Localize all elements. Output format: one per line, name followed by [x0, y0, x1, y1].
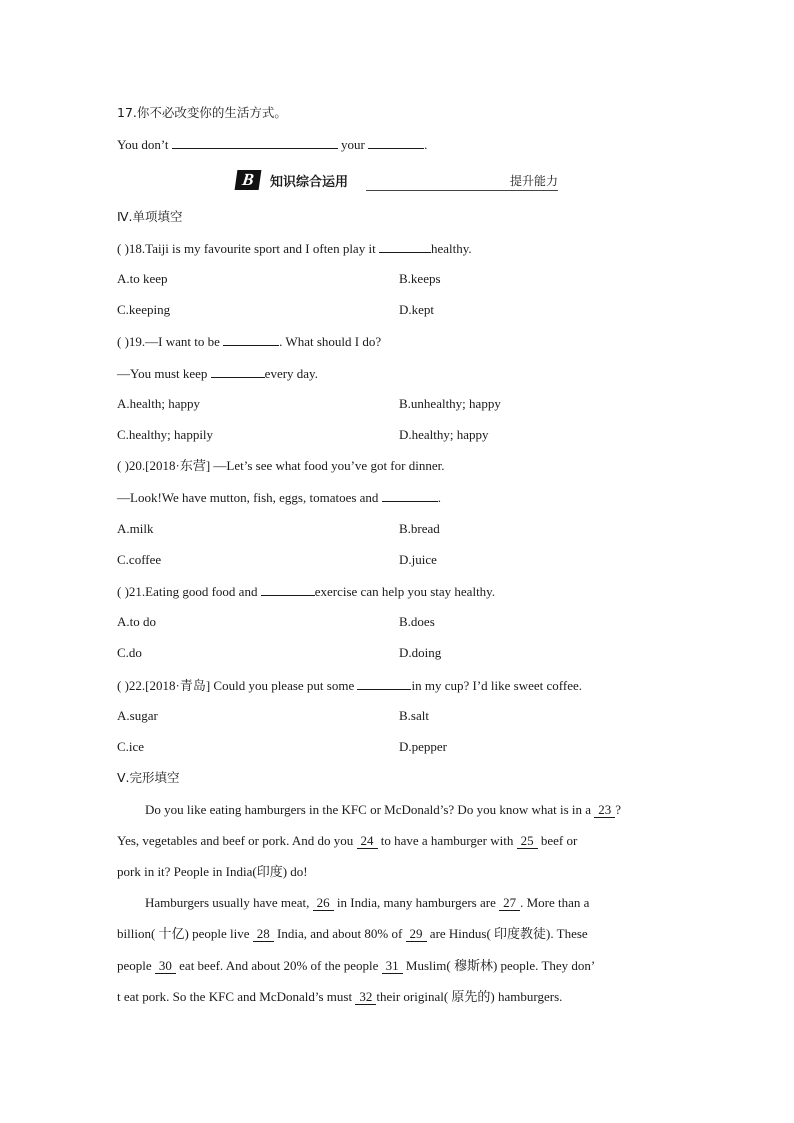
cloze-blank-24[interactable]: 24 [357, 834, 378, 849]
section-4-heading: Ⅳ.单项填空 [117, 209, 183, 224]
q20-stem [117, 458, 444, 474]
cloze-text: ? [615, 802, 622, 817]
q20-blank[interactable] [382, 489, 438, 502]
q21-text: 21.Eating good food and [128, 584, 258, 599]
q20-line2-pre: —Look!We have mutton, fish, eggs, tomatoes and [117, 490, 379, 505]
q21-option-d[interactable]: D.doing [399, 645, 442, 660]
section-5-heading: Ⅴ.完形填空 [117, 770, 180, 785]
q21-answer-paren[interactable]: ( ) [117, 584, 129, 599]
q21-option-b[interactable]: B.does [399, 614, 435, 629]
q18-blank[interactable] [379, 240, 431, 253]
cloze-blank-25[interactable]: 25 [517, 834, 538, 849]
q22-text: 22.[2018·青岛] Could you please put some [128, 678, 355, 693]
cloze-blank-27[interactable]: 27 [499, 896, 520, 911]
q19-text: 19.—I want to be [128, 334, 220, 349]
section-b-rule [366, 190, 558, 191]
q17-blank-1[interactable] [172, 136, 338, 149]
q17-stem: 17.你不必改变你的生活方式。 [117, 105, 287, 120]
cloze-blank-26[interactable]: 26 [313, 896, 334, 911]
q18-option-d[interactable]: D.kept [399, 302, 435, 317]
cloze-blank-30[interactable]: 30 [155, 959, 176, 974]
cloze-blank-23[interactable]: 23 [594, 803, 615, 818]
q21-stem [117, 583, 495, 600]
cloze-blank-29[interactable]: 29 [406, 927, 427, 942]
q18-option-b[interactable]: B.keeps [399, 271, 441, 286]
q18-tail: healthy. [430, 241, 472, 256]
q21-option-c[interactable]: C.do [117, 645, 142, 660]
q19-stem [117, 333, 381, 350]
q22-option-d[interactable]: D.pepper [399, 739, 448, 754]
q17-prefix: You don’t [117, 137, 169, 152]
cloze-text: their original( 原先的) hamburgers. [376, 989, 563, 1004]
q20-option-b[interactable]: B.bread [399, 521, 440, 536]
q19-option-a[interactable]: A.health; happy [117, 396, 201, 411]
q22-option-c[interactable]: C.ice [117, 739, 145, 754]
q19-blank-2[interactable] [211, 365, 265, 378]
q19-line2 [117, 365, 318, 382]
cloze-text: billion( 十亿) people live [117, 926, 250, 941]
q18-option-c[interactable]: C.keeping [117, 302, 171, 317]
section-b-subtitle: 提升能力 [509, 174, 558, 188]
q17-blank-2[interactable] [368, 136, 424, 149]
cloze-text: to have a hamburger with [380, 833, 514, 848]
q20-option-d[interactable]: D.juice [399, 552, 437, 567]
section-b-title: 知识综合运用 [270, 175, 349, 190]
q22-option-b[interactable]: B.salt [399, 708, 429, 723]
cloze-text: in India, many hamburgers are [336, 895, 496, 910]
cloze-p2-line1 [145, 895, 589, 911]
q20-line2 [117, 489, 441, 506]
q19-line2-pre: —You must keep [117, 366, 208, 381]
cloze-text: India, and about 80% of [277, 926, 403, 941]
cloze-p2-line4 [117, 989, 562, 1005]
cloze-text: Muslim( 穆斯林) people. They don’ [405, 958, 596, 973]
q22-blank[interactable] [357, 677, 411, 690]
cloze-blank-31[interactable]: 31 [382, 959, 403, 974]
q18-answer-paren[interactable]: ( ) [117, 241, 129, 256]
q21-tail: exercise can help you stay healthy. [314, 584, 496, 599]
q22-stem [117, 677, 582, 694]
q18-option-a[interactable]: A.to keep [117, 271, 168, 286]
cloze-text: are Hindus( 印度教徒). These [429, 926, 588, 941]
cloze-p1-line3: pork in it? People in India(印度) do! [117, 864, 308, 879]
q19-option-d[interactable]: D.healthy; happy [399, 427, 489, 442]
q17-english-line: You don’t your . [117, 137, 428, 152]
q20-option-c[interactable]: C.coffee [117, 552, 162, 567]
section-b-banner [236, 168, 558, 192]
q18-text: 18.Taiji is my favourite sport and I often play it [128, 241, 376, 256]
cloze-p2-line3 [117, 958, 595, 974]
q20-answer-paren[interactable]: ( ) [117, 458, 129, 473]
q19-option-c[interactable]: C.healthy; happily [117, 427, 214, 442]
cloze-text: . More than a [520, 895, 590, 910]
cloze-text: people [117, 958, 152, 973]
cloze-text: Hamburgers usually have meat, [145, 895, 310, 910]
q22-answer-paren[interactable]: ( ) [117, 678, 129, 693]
q19-blank-1[interactable] [223, 333, 279, 346]
cloze-p1-line1 [145, 802, 621, 818]
cloze-text: Do you like eating hamburgers in the KFC or McDonald’s? Do you know what is in a [145, 802, 592, 817]
q19-option-b[interactable]: B.unhealthy; happy [399, 396, 501, 411]
q21-blank[interactable] [261, 583, 315, 596]
q19-answer-paren[interactable]: ( ) [117, 334, 129, 349]
q19-tail: . What should I do? [279, 334, 382, 349]
section-b-badge [235, 170, 262, 190]
q20-line2-tail: . [437, 490, 441, 505]
q22-option-a[interactable]: A.sugar [117, 708, 158, 723]
section-b-badge-letter: B [241, 170, 256, 189]
cloze-text: eat beef. And about 20% of the people [179, 958, 379, 973]
q20-text: 20.[2018·东营] —Let’s see what food you’ve got for dinner. [128, 458, 445, 473]
cloze-blank-28[interactable]: 28 [253, 927, 274, 942]
cloze-blank-32[interactable]: 32 [355, 990, 376, 1005]
cloze-text: t eat pork. So the KFC and McDonald’s must [117, 989, 353, 1004]
q19-line2-tail: every day. [264, 366, 318, 381]
q21-option-a[interactable]: A.to do [117, 614, 156, 629]
q17-mid: your [341, 137, 365, 152]
cloze-text: beef or [540, 833, 578, 848]
cloze-p1-line2 [117, 833, 577, 849]
q18-stem [117, 240, 472, 257]
q20-option-a[interactable]: A.milk [117, 521, 154, 536]
cloze-text: Yes, vegetables and beef or pork. And do you [117, 833, 354, 848]
cloze-p2-line2 [117, 926, 588, 942]
q22-tail: in my cup? I’d like sweet coffee. [411, 678, 582, 693]
